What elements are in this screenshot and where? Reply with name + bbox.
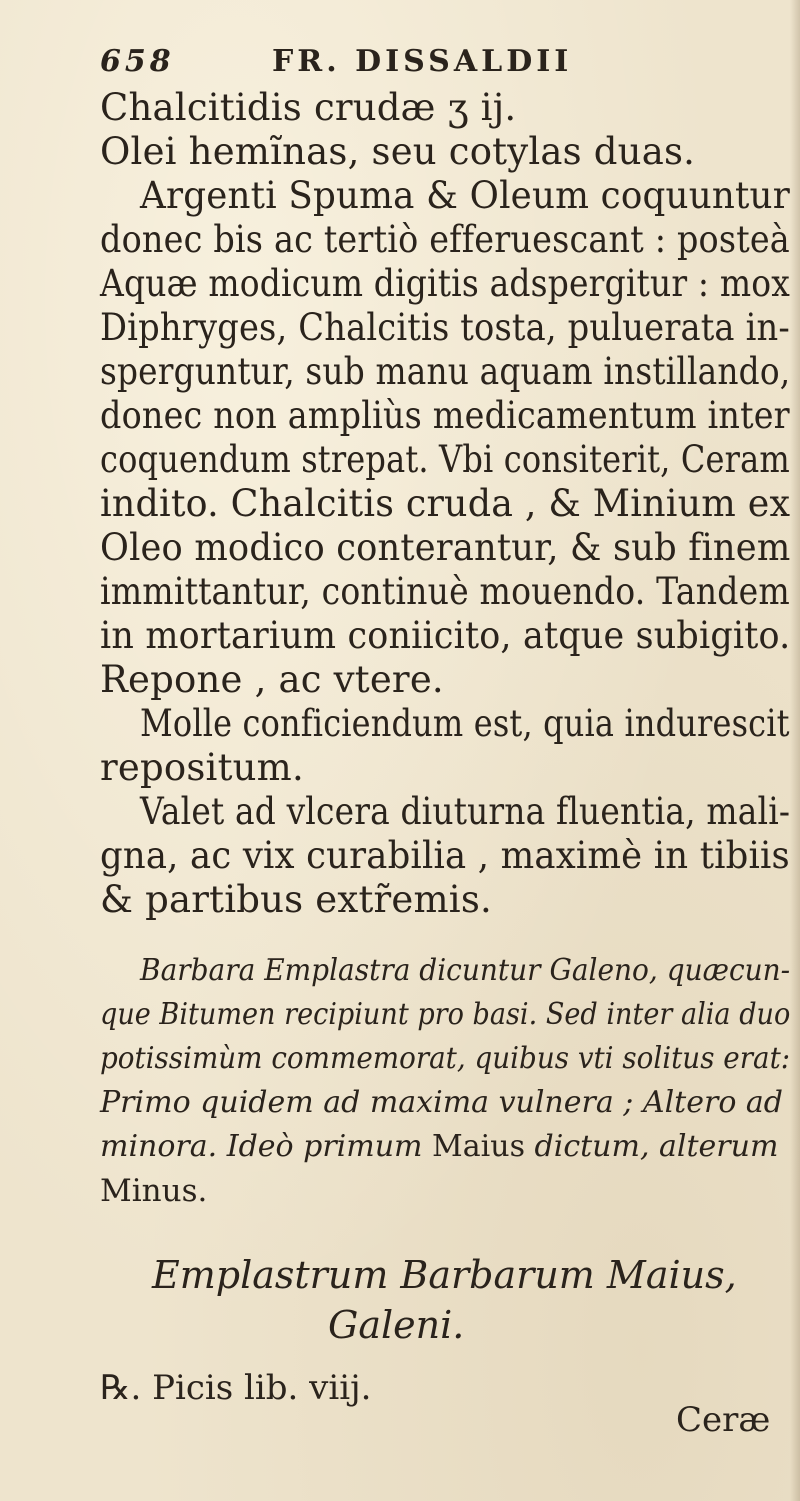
note-line: Primo quidem ad maxima vulnera ; Altero ad	[100, 1085, 784, 1120]
text-line: in mortarium coniicito, atque subigito.	[100, 614, 791, 657]
recipe-line: ℞. Picis lib. viij.	[100, 1368, 372, 1408]
text-line: gna, ac vix curabilia , maximè in tibiis	[100, 834, 790, 877]
text-line: Valet ad vlcera diuturna fluentia, mali-	[140, 790, 791, 833]
text-line: Molle conficiendum est, quia indurescit	[140, 702, 790, 745]
note-line: Barbara Emplastra dicuntur Galeno, quæcun-	[140, 953, 791, 988]
text-line: donec non ampliùs medicamentum inter	[100, 394, 790, 437]
section-title-line-2: Galeni.	[328, 1303, 465, 1347]
text-line: coquendum strepat. Vbi consiterit, Ceram	[100, 438, 790, 481]
text-line: repositum.	[100, 746, 304, 789]
text-line: Repone , ac vtere.	[100, 658, 444, 701]
text-line: immittantur, continuè mouendo. Tandem	[100, 570, 790, 613]
catchword: Ceræ	[676, 1400, 771, 1440]
text-line: Aquæ modicum digitis adspergitur : mox	[100, 262, 790, 305]
text-line: Diphryges, Chalcitis tosta, puluerata in-	[100, 306, 790, 349]
note-line	[100, 1128, 778, 1166]
note-line: que Bitumen recipiunt pro basi. Sed inter alia duo	[100, 997, 791, 1032]
text-line: & partibus extr̃emis.	[100, 878, 492, 921]
note-text: minora. Ideò primum	[100, 1129, 423, 1164]
running-title: FR. DISSALDII	[272, 44, 573, 79]
text-line: donec bis ac tertiò efferuescant : posteà	[100, 218, 790, 261]
text-line: Chalcitidis crudæ ʒ ij.	[100, 86, 517, 129]
text-line: Argenti Spuma & Oleum coquuntur	[140, 174, 790, 217]
page-number: 658	[100, 44, 175, 79]
note-term-minus: Minus.	[100, 1173, 208, 1209]
text-line: sperguntur, sub manu aquam instillando,	[100, 350, 791, 393]
text-line: Oleo modico conterantur, & sub finem	[100, 526, 791, 569]
note-term-maius: Maius	[432, 1129, 525, 1164]
text-line: Olei hemĩnas, seu cotylas duas.	[100, 130, 696, 173]
page-edge-shadow	[790, 0, 800, 1501]
note-line: potissimùm commemorat, quibus vti solitus erat:	[100, 1041, 791, 1076]
section-title-line-1: Emplastrum Barbarum Maius,	[152, 1253, 737, 1297]
page-header	[100, 44, 660, 84]
note-text: dictum, alterum	[534, 1129, 779, 1164]
text-line: indito. Chalcitis cruda , & Minium ex	[100, 482, 791, 525]
